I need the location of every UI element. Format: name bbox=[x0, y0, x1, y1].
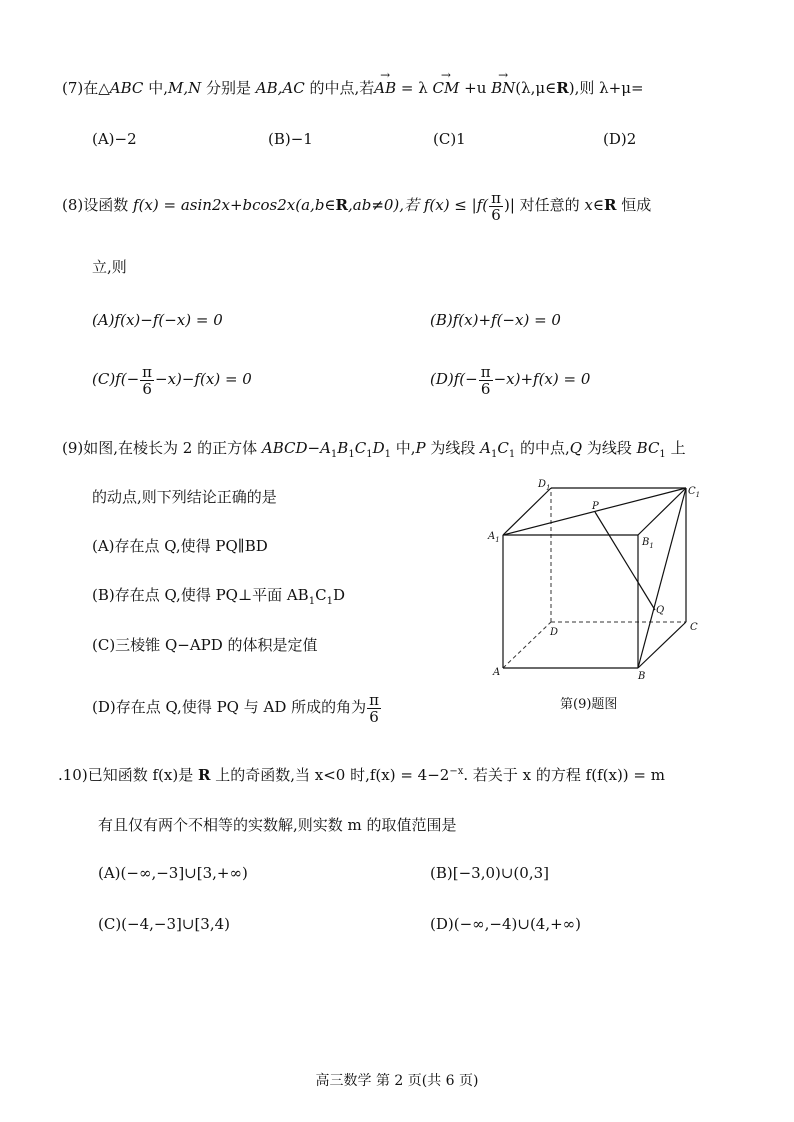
q10-option-a: (A)(−∞,−3]∪[3,+∞) bbox=[98, 864, 248, 882]
q8-stem: (8)设函数 f(x) = asin2x+bcos2x(a,b∈R,ab≠0),若 f(x) ≤ |f( $\frac{\pi}{6}$ )| 对任意的 x∈R 恒成 bbox=[62, 188, 652, 224]
q9-option-d: (D)存在点 Q,使得 PQ 与 AD 所成的角为 $\frac{\pi}{6}$ bbox=[92, 690, 379, 726]
label-a: A bbox=[493, 667, 501, 678]
q9-option-a: (A)存在点 Q,使得 PQ∥BD bbox=[92, 537, 268, 555]
label-b: B bbox=[638, 671, 646, 682]
page-footer: 高三数学 第 2 页(共 6 页) bbox=[315, 1073, 479, 1089]
label-a1: $A_1$ bbox=[488, 531, 500, 544]
q8-option-d: (D)f(− $\frac{\pi}{6}$ −x)+f(x) = 0 bbox=[430, 362, 591, 398]
label-p: P bbox=[592, 501, 599, 512]
q7-number: (7) bbox=[62, 79, 84, 97]
edge-b1c1 bbox=[638, 488, 686, 535]
q8-stem-cont: 立,则 bbox=[92, 258, 127, 276]
segment-bc1 bbox=[638, 488, 686, 668]
q8-option-c: (C)f(− $\frac{\pi}{6}$ −x)−f(x) = 0 bbox=[92, 362, 252, 398]
q10-option-c: (C)(−4,−3]∪[3,4) bbox=[98, 915, 231, 933]
q10-stem-cont: 有且仅有两个不相等的实数解,则实数 m 的取值范围是 bbox=[98, 816, 457, 834]
q10-stem: .10)已知函数 f(x)是 R 上的奇函数,当 x<0 时$,f(x) = 4-2^{-x}$. 若关于 x 的方程 f(f(x)) = m bbox=[58, 766, 665, 784]
vector-ab: → AB bbox=[374, 77, 396, 99]
hidden-edge-ad bbox=[503, 622, 551, 668]
edge-bc bbox=[638, 622, 686, 668]
label-d1: $D_1$ bbox=[538, 479, 551, 492]
q8-number: (8) bbox=[62, 196, 84, 214]
q9-option-b: (B)存在点 Q,使得 PQ⊥平面 $AB_1C_1D$ bbox=[92, 586, 345, 607]
label-q: Q bbox=[656, 605, 665, 616]
edge-d1a1 bbox=[503, 488, 551, 535]
q9-stem: (9)如图,在棱长为 2 的正方体 $ABCD-A_1B_1C_1D_1$ 中,P 为线段 $A_1C_1$ 的中点,Q 为线段 $BC_1$ 上 bbox=[62, 439, 686, 460]
q10-option-b: (B)[−3,0)∪(0,3] bbox=[430, 864, 549, 882]
q8-option-b: (B)f(x)+f(−x) = 0 bbox=[430, 311, 561, 329]
cube-figure bbox=[480, 475, 720, 685]
q9-number: (9) bbox=[62, 439, 84, 457]
q7-option-d: (D)2 bbox=[603, 130, 637, 148]
q9-stem-cont: 的动点,则下列结论正确的是 bbox=[92, 488, 277, 506]
label-b1: $B_1$ bbox=[642, 537, 654, 550]
q7-option-c: (C)1 bbox=[433, 130, 466, 148]
q9-option-c: (C)三棱锥 Q−APD 的体积是定值 bbox=[92, 636, 318, 654]
label-c1: $C_1$ bbox=[688, 486, 701, 499]
pi-over-six-fraction: $\frac{\pi}{6}$ bbox=[491, 188, 501, 224]
vector-bn: → BN bbox=[491, 77, 515, 99]
vector-cm: → CM bbox=[433, 77, 460, 99]
q7-option-a: (A)−2 bbox=[92, 130, 137, 148]
q10-option-d: (D)(−∞,−4)∪(4,+∞) bbox=[430, 915, 582, 933]
label-d: D bbox=[550, 627, 559, 638]
q7-option-b: (B)−1 bbox=[268, 130, 313, 148]
q10-number: .10) bbox=[58, 766, 88, 784]
q7-stem: (7)在△ABC 中,M,N 分别是 AB,AC 的中点,若→ AB = λ → CM +u → BN(λ,μ∈R),则 λ+μ= bbox=[62, 77, 644, 99]
figure-caption: 第(9)题图 bbox=[560, 697, 618, 712]
label-c: C bbox=[690, 622, 698, 633]
q8-option-a: (A)f(x)−f(−x) = 0 bbox=[92, 311, 223, 329]
